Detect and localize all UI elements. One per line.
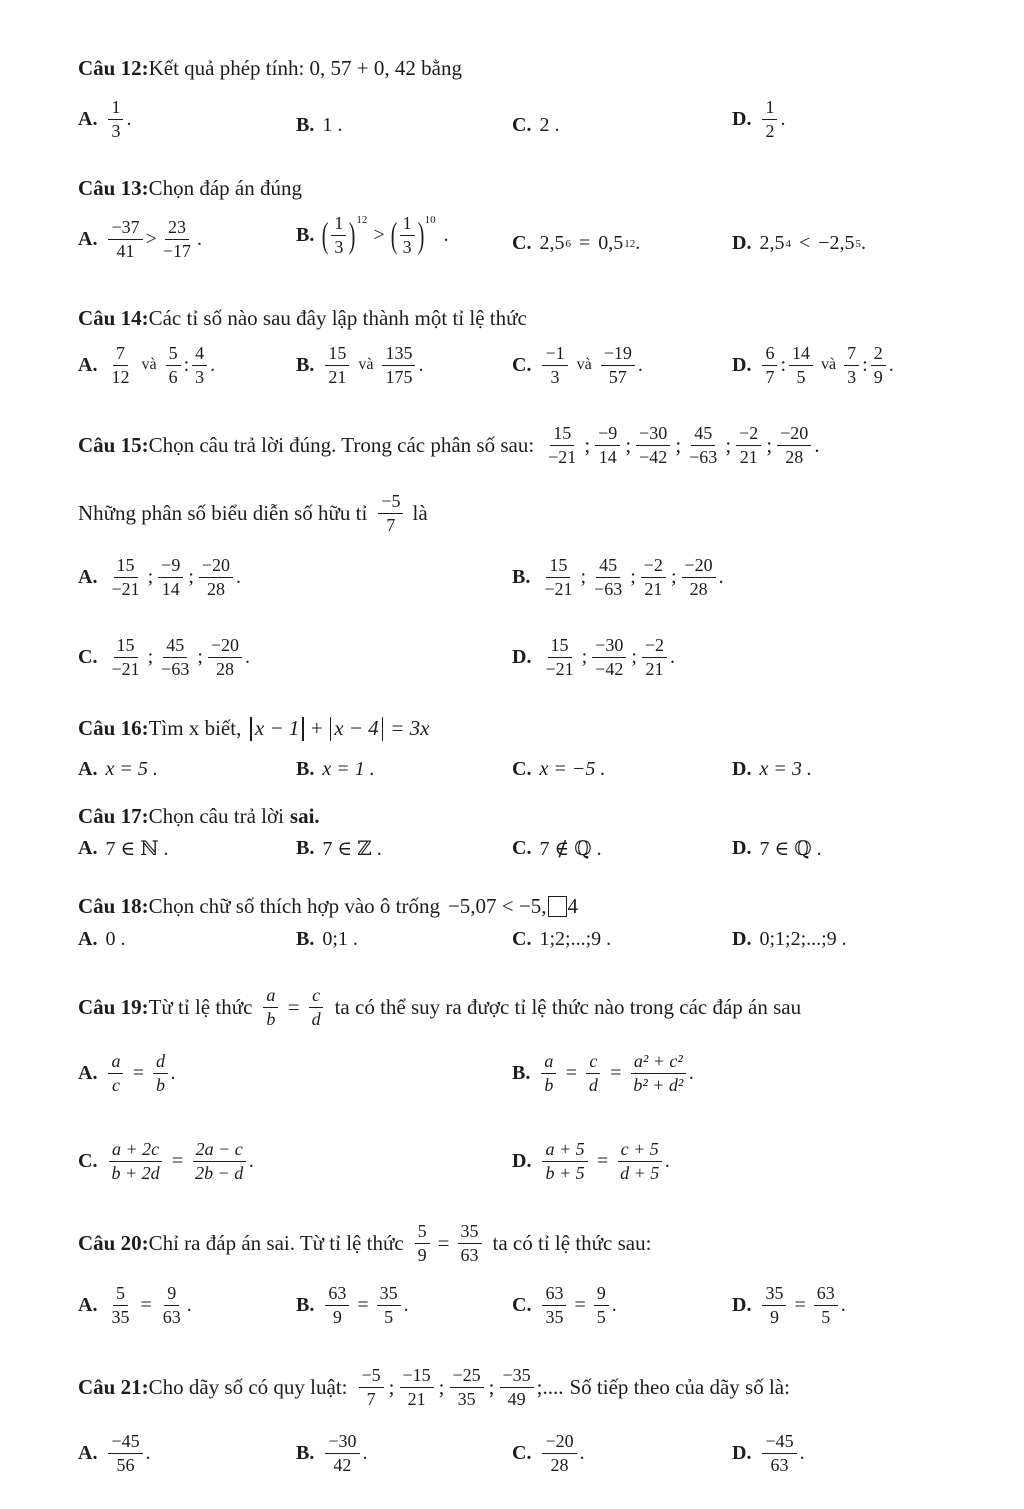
fraction: $\frac{5}{35}$: [111, 1283, 130, 1327]
option-b[interactable]: B. $\frac{63}{9}$ = $\frac{35}{5}$ .: [296, 1283, 409, 1327]
fraction: $\frac{15}{-21}$: [111, 635, 140, 679]
fraction: $\frac{1}{2}$: [762, 98, 777, 141]
fraction: $\frac{-20}{28}$: [199, 556, 233, 599]
question-number: Câu 14:: [78, 306, 149, 330]
fraction: $\frac{35}{63}$: [458, 1222, 482, 1265]
fraction: $\frac{63}{9}$: [325, 1284, 349, 1327]
fraction: $\frac{15}{-21}$: [111, 555, 140, 599]
option-c[interactable]: C. 2,5 6 = 0,5 12 .: [512, 232, 641, 254]
fraction: $\frac{35}{5}$: [377, 1284, 401, 1327]
question-text: Chọn đáp án đúng: [148, 176, 302, 200]
question-19: Câu 19: Từ tỉ lệ thức $\frac{a}{b}$ = $\frac{c}{d}$ ta có thể suy ra được tỉ lệ thức nào trong các đáp án sau: [78, 985, 802, 1029]
option-b[interactable]: B. $\frac{15}{21}$ và $\frac{135}{175}$ .: [296, 343, 424, 387]
option-a[interactable]: A. $\frac{1}{3}$ .: [78, 97, 132, 141]
option-b[interactable]: B. $\frac{-30}{42}$ .: [296, 1431, 368, 1475]
option-a[interactable]: A. x = 5 .: [78, 758, 158, 780]
option-d[interactable]: D. $\frac{1}{2}$ .: [732, 97, 786, 141]
option-d[interactable]: D. $\frac{35}{9}$ = $\frac{63}{5}$ .: [732, 1283, 846, 1327]
fraction: $\frac{c + 5}{d + 5}$: [617, 1140, 662, 1183]
option-b[interactable]: B. 0;1 .: [296, 928, 358, 950]
option-a[interactable]: A. 0 .: [78, 928, 126, 950]
option-c[interactable]: C. 1;2;...;9 .: [512, 928, 612, 950]
question-number: Câu 12:: [78, 56, 149, 80]
option-c[interactable]: C. 2 .: [512, 114, 560, 136]
option-c[interactable]: C. $\frac{a + 2c}{b + 2d}$ = $\frac{2a - c}{2b - d}$ .: [78, 1139, 255, 1183]
fraction: $\frac{-2}{21}$: [736, 424, 761, 467]
question-13: [78, 176, 302, 201]
fraction: $\frac{d}{b}$: [153, 1052, 168, 1095]
fraction: $\frac{c}{d}$: [309, 986, 324, 1029]
option-c[interactable]: C. $\frac{-20}{28}$ .: [512, 1431, 585, 1475]
fraction: $\frac{-20}{28}$: [208, 636, 242, 679]
fraction: $\frac{-35}{49}$: [500, 1366, 534, 1409]
option-d[interactable]: D. 7 ∈ ℚ .: [732, 837, 822, 860]
question-number: Câu 20:: [78, 1230, 149, 1255]
fraction: $\frac{45}{-63}$: [594, 555, 623, 599]
option-b[interactable]: B. $\frac{a}{b}$ = $\frac{c}{d}$ = $\frac{\text{a² + c²}}{\text{b² + d²}}$ .: [512, 1051, 695, 1095]
option-d[interactable]: D. 0;1;2;...;9 .: [732, 928, 847, 950]
option-c[interactable]: C. $\frac{-1}{3}$ và $\frac{-19}{57}$ .: [512, 343, 643, 387]
fraction: $\frac{-2}{21}$: [642, 636, 667, 679]
fraction: $\frac{15}{-21}$: [548, 423, 577, 467]
option-a[interactable]: A. 7 ∈ ℕ .: [78, 837, 169, 860]
option-a[interactable]: A. $\frac{15}{-21}$ ; $\frac{-9}{14}$ ; $\frac{-20}{28}$ .: [78, 555, 242, 599]
question-15: Câu 15: Chọn câu trả lời đúng. Trong các phân số sau: $\frac{15}{-21}$ ; $\frac{-9}{14}$ ; $\frac{-30}{-42}$ ; $\frac{45}{-63}$ ; $\frac{-2}{21}$ ; $\frac{-20}{28}$ .: [78, 423, 820, 467]
blank-box[interactable]: [548, 896, 567, 917]
question-16: Câu 16: Tìm x biết, x − 1 + x − 4 = 3x: [78, 716, 430, 740]
target-fraction: $\frac{-5}{7}$: [378, 492, 403, 535]
question-text: Kết quả phép tính: 0, 57 + 0, 42 bằng: [148, 56, 462, 80]
fraction: $\frac{-9}{14}$: [595, 424, 620, 467]
fraction: $\frac{63}{5}$: [814, 1284, 838, 1327]
question-number: Câu 16:: [78, 716, 149, 740]
fraction: $\frac{-5}{7}$: [359, 1366, 384, 1409]
option-b[interactable]: B. ( $\frac{1}{3}$ ) $^{12}$ > ( $\frac{1}{3}$ ) $^{10}$ .: [296, 213, 449, 257]
question-number: Câu 13:: [78, 176, 149, 200]
option-a[interactable]: A. $\frac{5}{35}$ = $\frac{9}{63}$ .: [78, 1283, 192, 1327]
option-a[interactable]: A. $\frac{7}{12}$ và $\frac{5}{6}$ : $\frac{4}{3}$ .: [78, 343, 216, 387]
fraction: $\frac{1}{3}$: [108, 98, 123, 141]
fraction: $\frac{a}{c}$: [108, 1052, 123, 1095]
fraction: $\frac{c}{d}$: [586, 1052, 601, 1095]
question-17: Câu 17: Chọn câu trả lời sai.: [78, 804, 320, 828]
question-14: [78, 306, 527, 331]
fraction: $\frac{-20}{28}$: [682, 556, 716, 599]
question-number: Câu 17:: [78, 804, 149, 828]
option-d[interactable]: D. $\frac{a + 5}{b + 5}$ = $\frac{c + 5}{d + 5}$ .: [512, 1139, 671, 1183]
fraction: $\frac{-30}{-42}$: [636, 424, 670, 467]
question-number: Câu 21:: [78, 1374, 149, 1399]
fraction: $\frac{a}{b}$: [263, 986, 278, 1029]
question-number: Câu 18:: [78, 894, 149, 918]
option-b[interactable]: B. x = 1 .: [296, 758, 375, 780]
fraction: $\frac{9}{63}$: [162, 1283, 181, 1327]
fraction: $\frac{-9}{14}$: [158, 556, 183, 599]
question-12: [78, 56, 462, 81]
question-text: Các tỉ số nào sau đây lập thành một tỉ lệ thức: [148, 306, 527, 330]
fraction: $\frac{\text{a² + c²}}{\text{b² + d²}}$: [630, 1052, 686, 1095]
option-a[interactable]: A. $\frac{a}{c}$ = $\frac{d}{b}$ .: [78, 1051, 176, 1095]
option-d[interactable]: D. $\frac{6}{7}$ : $\frac{14}{5}$ và $\frac{7}{3}$ : $\frac{2}{9}$ .: [732, 343, 894, 387]
option-b[interactable]: B. $\frac{15}{-21}$ ; $\frac{45}{-63}$ ; $\frac{-2}{21}$ ; $\frac{-20}{28}$ .: [512, 555, 724, 599]
fraction: $\frac{45}{-63}$: [689, 423, 718, 467]
option-c[interactable]: C. $\frac{15}{-21}$ ; $\frac{45}{-63}$ ; $\frac{-20}{28}$ .: [78, 635, 251, 679]
option-b[interactable]: B. 1 .: [296, 114, 343, 136]
question-15-line-2: Những phân số biểu diễn số hữu tỉ $\frac{-5}{7}$ là: [78, 491, 428, 535]
option-d[interactable]: D. $\frac{-45}{63}$ .: [732, 1431, 805, 1475]
option-c[interactable]: C. $\frac{63}{35}$ = $\frac{9}{5}$ .: [512, 1283, 617, 1327]
fraction: $\frac{9}{5}$: [594, 1284, 609, 1327]
fraction: $\frac{63}{35}$: [542, 1284, 566, 1327]
fraction: $\frac{-15}{21}$: [400, 1366, 434, 1409]
question-21: Câu 21: Cho dãy số có quy luật: $\frac{-5}{7}$ ; $\frac{-15}{21}$ ; $\frac{-25}{35}$ ; $\frac{-35}{49}$ ;.... Số tiếp theo của dãy số là:: [78, 1365, 790, 1409]
fraction: $\frac{-2}{21}$: [641, 556, 666, 599]
question-18: Câu 18: Chọn chữ số thích hợp vào ô trống −5,07 < −5, 4: [78, 894, 578, 918]
option-c[interactable]: C. 7 ∉ ℚ .: [512, 837, 602, 860]
question-number: Câu 19:: [78, 994, 149, 1019]
fraction: $\frac{-20}{28}$: [777, 424, 811, 467]
option-b[interactable]: B. 7 ∈ ℤ .: [296, 837, 382, 860]
fraction: $\frac{a + 2c}{b + 2d}$: [108, 1140, 162, 1183]
fraction: $\frac{45}{-63}$: [161, 635, 190, 679]
option-d[interactable]: D. $\frac{15}{-21}$ ; $\frac{-30}{-42}$ ; $\frac{-2}{21}$ .: [512, 635, 676, 679]
fraction: $\frac{a + 5}{b + 5}$: [542, 1140, 587, 1183]
fraction: $\frac{-25}{35}$: [450, 1366, 484, 1409]
option-d[interactable]: D. 2,5 4 < −2,5 5 .: [732, 232, 867, 254]
option-d[interactable]: D. x = 3 .: [732, 758, 812, 780]
fraction: $\frac{-30}{-42}$: [592, 636, 626, 679]
question-20: Câu 20: Chỉ ra đáp án sai. Từ tỉ lệ thức $\frac{5}{9}$ = $\frac{35}{63}$ ta có tỉ lệ thức sau:: [78, 1221, 652, 1265]
fraction: $\frac{2a - c}{2b - d}$: [192, 1140, 246, 1183]
option-c[interactable]: C. x = −5 .: [512, 758, 606, 780]
option-a[interactable]: A. $\frac{-37}{41}$ > $\frac{23}{-17}$ .: [78, 217, 203, 261]
question-text: Chọn câu trả lời đúng. Trong các phân số sau:: [148, 432, 535, 457]
fraction: $\frac{35}{9}$: [762, 1284, 786, 1327]
fraction: $\frac{a}{b}$: [541, 1052, 556, 1095]
fraction-list: $\frac{15}{-21}$ ; $\frac{-9}{14}$ ; $\frac{-30}{-42}$ ; $\frac{45}{-63}$ ; $\frac{-2}{21}$ ; $\frac{-20}{28}$: [542, 424, 814, 467]
option-a[interactable]: A. $\frac{-45}{56}$ .: [78, 1431, 151, 1475]
fraction: $\frac{15}{-21}$: [545, 635, 574, 679]
fraction: $\frac{15}{-21}$: [544, 555, 573, 599]
fraction: $\frac{5}{9}$: [415, 1222, 430, 1265]
question-number: Câu 15:: [78, 432, 149, 457]
